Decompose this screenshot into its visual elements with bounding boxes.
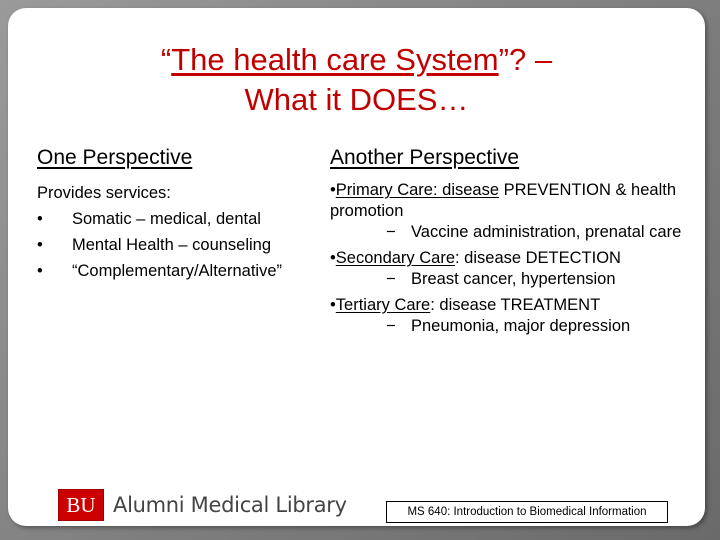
bullet-icon: • bbox=[37, 262, 43, 280]
right-column-body bbox=[330, 180, 700, 337]
list-item: • Somatic – medical, dental bbox=[37, 206, 317, 232]
care-sub-primary: − Vaccine administration, prenatal care bbox=[386, 223, 682, 241]
dash-icon: − bbox=[386, 317, 396, 335]
bullet-icon: • bbox=[330, 181, 336, 199]
library-logo bbox=[58, 488, 347, 522]
title-line-1: “The health care System”? – bbox=[160, 42, 553, 77]
dash-icon: − bbox=[386, 270, 396, 288]
bullet-icon: • bbox=[330, 249, 336, 267]
list-item: • Mental Health – counseling bbox=[37, 232, 317, 258]
care-sub-secondary: − Breast cancer, hypertension bbox=[386, 270, 616, 288]
care-sub-tertiary: − Pneumonia, major depression bbox=[386, 317, 631, 335]
title-underlined-term: The health care System bbox=[171, 42, 499, 77]
list-item: • “Complementary/Alternative” bbox=[37, 258, 317, 284]
bullet-icon: • bbox=[37, 236, 43, 254]
care-item-secondary: •Secondary Care: disease DETECTION bbox=[330, 249, 621, 267]
course-label: MS 640: Introduction to Biomedical Information bbox=[386, 501, 668, 523]
bu-logo-mark: BU bbox=[58, 489, 104, 521]
slide bbox=[8, 8, 705, 526]
right-column-heading: Another Perspective bbox=[330, 146, 520, 169]
bullet-icon: • bbox=[37, 210, 43, 228]
care-item-tertiary: •Tertiary Care: disease TREATMENT bbox=[330, 296, 601, 314]
left-column-heading: One Perspective bbox=[37, 146, 193, 169]
dash-icon: − bbox=[386, 223, 396, 241]
care-item-primary: •Primary Care: disease PREVENTION & health promotion bbox=[330, 181, 676, 220]
library-name: Alumni Medical Library bbox=[113, 493, 347, 517]
title-line-2: What it DOES… bbox=[244, 82, 469, 117]
slide-title bbox=[8, 40, 705, 120]
bullet-icon: • bbox=[330, 296, 336, 314]
left-intro: Provides services: bbox=[37, 184, 171, 202]
left-column-body bbox=[37, 180, 317, 284]
